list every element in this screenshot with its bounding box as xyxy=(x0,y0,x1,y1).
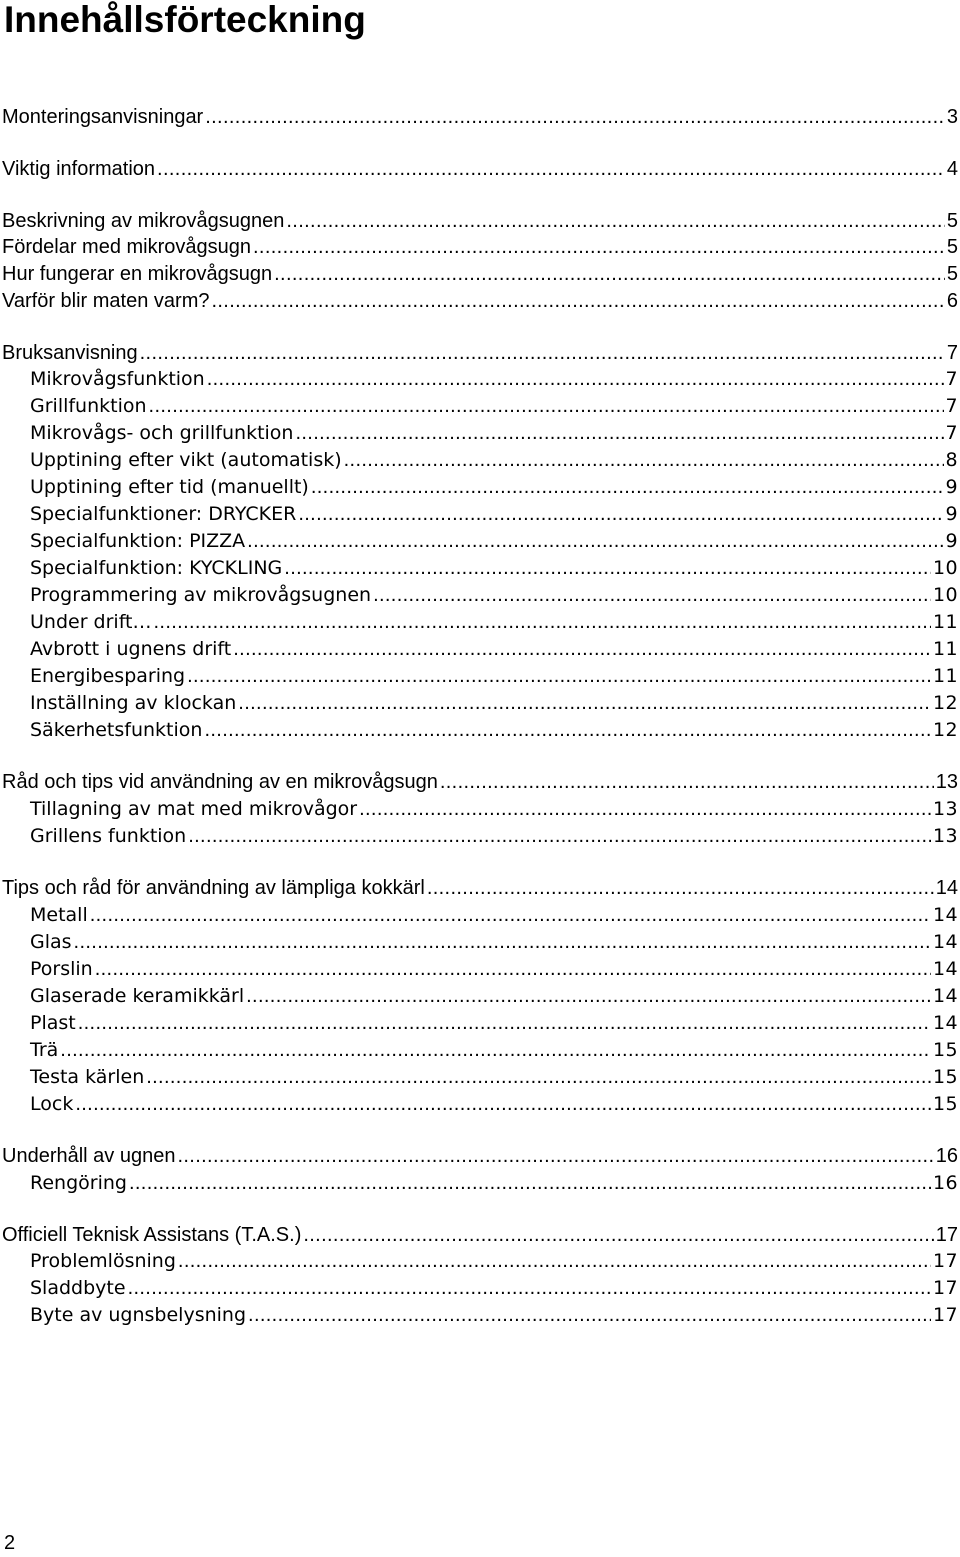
toc-leader-dots xyxy=(286,208,945,234)
toc-entry-page-number: 15 xyxy=(933,1093,958,1115)
toc-entry[interactable] xyxy=(0,636,960,662)
toc-entry[interactable] xyxy=(0,234,960,260)
toc-leader-dots xyxy=(205,104,945,130)
toc-leader-dots xyxy=(284,555,931,581)
page-title: Innehållsförteckning xyxy=(4,0,366,40)
toc-entry-page-number: 14 xyxy=(933,1012,958,1034)
toc-entry-page-number: 5 xyxy=(946,236,958,258)
toc-entry[interactable] xyxy=(0,717,960,743)
toc-leader-dots xyxy=(157,156,945,182)
toc-entry[interactable] xyxy=(0,690,960,716)
toc-entry-label: Tillagning av mat med mikrovågor xyxy=(30,798,358,820)
toc-entry-page-number: 17 xyxy=(935,1224,958,1246)
toc-entry[interactable] xyxy=(0,929,960,955)
toc-leader-dots xyxy=(60,1037,931,1063)
toc-entry[interactable] xyxy=(0,1275,960,1301)
toc-entry-page-number: 4 xyxy=(946,158,958,180)
toc-leader-dots xyxy=(440,769,934,795)
toc-leader-dots xyxy=(129,1170,931,1196)
toc-entry[interactable] xyxy=(0,609,960,635)
toc-entry-page-number: 5 xyxy=(946,210,958,232)
toc-entry-page-number: 5 xyxy=(946,263,958,285)
toc-entry[interactable] xyxy=(0,104,960,130)
toc-entry-page-number: 13 xyxy=(933,825,958,847)
toc-entry-page-number: 15 xyxy=(933,1039,958,1061)
toc-entry-label: Upptining efter tid (manuellt) xyxy=(30,476,309,498)
toc-entry-page-number: 10 xyxy=(933,584,958,606)
toc-entry[interactable] xyxy=(0,663,960,689)
toc-entry-page-number: 9 xyxy=(945,503,958,525)
toc-entry-label: Varför blir maten varm? xyxy=(2,290,210,312)
toc-entry[interactable] xyxy=(0,447,960,473)
toc-entry-page-number: 11 xyxy=(933,638,958,660)
toc-entry-page-number: 8 xyxy=(945,449,958,471)
toc-entry[interactable] xyxy=(0,1222,960,1248)
toc-leader-dots xyxy=(78,1010,931,1036)
toc-entry-page-number: 14 xyxy=(933,985,958,1007)
toc-entry-label: Trä xyxy=(30,1039,59,1061)
toc-entry-label: Glaserade keramikkärl xyxy=(30,985,245,1007)
toc-entry[interactable] xyxy=(0,823,960,849)
toc-entry-label: Specialfunktion: KYCKLING xyxy=(30,557,283,579)
toc-leader-dots xyxy=(140,340,945,366)
toc-entry-label: Rengöring xyxy=(30,1172,127,1194)
toc-entry-page-number: 14 xyxy=(933,904,958,926)
toc-leader-dots xyxy=(211,288,944,314)
toc-entry-label: Mikrovågs- och grillfunktion xyxy=(30,422,294,444)
toc-entry-label: Problemlösning xyxy=(30,1250,176,1272)
toc-entry-label: Testa kärlen xyxy=(30,1066,145,1088)
toc-leader-dots xyxy=(295,420,943,446)
toc-entry[interactable] xyxy=(0,1037,960,1063)
toc-leader-dots xyxy=(146,1064,931,1090)
toc-entry[interactable] xyxy=(0,501,960,527)
toc-entry-page-number: 15 xyxy=(933,1066,958,1088)
toc-leader-dots xyxy=(253,234,945,260)
toc-entry-label: Porslin xyxy=(30,958,93,980)
toc-entry-label: Glas xyxy=(30,931,72,953)
toc-entry-label: Under drift… xyxy=(30,611,152,633)
toc-entry[interactable] xyxy=(0,1248,960,1274)
toc-leader-dots xyxy=(238,690,931,716)
toc-entry[interactable] xyxy=(0,582,960,608)
toc-leader-dots xyxy=(246,983,931,1009)
toc-leader-dots xyxy=(207,366,944,392)
toc-leader-dots xyxy=(303,1222,933,1248)
toc-entry[interactable] xyxy=(0,1302,960,1328)
toc-entry-label: Specialfunktioner: DRYCKER xyxy=(30,503,297,525)
toc-leader-dots xyxy=(177,1143,933,1169)
toc-leader-dots xyxy=(95,956,931,982)
toc-entry[interactable] xyxy=(0,288,960,314)
toc-entry[interactable] xyxy=(0,1064,960,1090)
toc-entry-label: Monteringsanvisningar xyxy=(2,106,204,128)
toc-entry-label: Grillens funktion xyxy=(30,825,187,847)
toc-entry[interactable] xyxy=(0,393,960,419)
toc-entry-page-number: 16 xyxy=(933,1172,958,1194)
toc-entry-label: Energibesparing xyxy=(30,665,186,687)
toc-entry-label: Avbrott i ugnens drift xyxy=(30,638,232,660)
toc-leader-dots xyxy=(248,1302,931,1328)
toc-leader-dots xyxy=(74,929,931,955)
toc-leader-dots xyxy=(149,393,944,419)
toc-entry-label: Tips och råd för användning av lämpliga kokkärl xyxy=(2,877,425,899)
toc-entry[interactable] xyxy=(0,902,960,928)
toc-leader-dots xyxy=(298,501,943,527)
toc-leader-dots xyxy=(90,902,931,928)
toc-entry-label: Säkerhetsfunktion xyxy=(30,719,203,741)
toc-entry-page-number: 16 xyxy=(935,1145,958,1167)
toc-leader-dots xyxy=(274,261,945,287)
toc-entry[interactable] xyxy=(0,1010,960,1036)
toc-entry[interactable] xyxy=(0,474,960,500)
toc-entry-label: Inställning av klockan xyxy=(30,692,237,714)
toc-entry[interactable] xyxy=(0,956,960,982)
toc-entry[interactable] xyxy=(0,420,960,446)
toc-entry-page-number: 7 xyxy=(946,342,958,364)
toc-entry-page-number: 17 xyxy=(933,1277,958,1299)
toc-entry[interactable] xyxy=(0,208,960,234)
toc-entry[interactable] xyxy=(0,340,960,366)
toc-entry-label: Officiell Teknisk Assistans (T.A.S.) xyxy=(2,1224,302,1246)
toc-leader-dots xyxy=(188,823,931,849)
toc-entry[interactable] xyxy=(0,156,960,182)
toc-leader-dots xyxy=(233,636,931,662)
toc-entry-page-number: 14 xyxy=(933,931,958,953)
toc-leader-dots xyxy=(178,1248,931,1274)
toc-entry-label: Viktig information xyxy=(2,158,156,180)
toc-entry-page-number: 11 xyxy=(933,665,958,687)
toc-entry-page-number: 13 xyxy=(935,771,958,793)
toc-entry-page-number: 12 xyxy=(933,692,958,714)
toc-leader-dots xyxy=(154,609,932,635)
toc-entry-page-number: 17 xyxy=(933,1304,958,1326)
toc-entry-page-number: 13 xyxy=(933,798,958,820)
toc-leader-dots xyxy=(344,447,944,473)
toc-entry-label: Upptining efter vikt (automatisk) xyxy=(30,449,342,471)
toc-entry[interactable] xyxy=(0,983,960,1009)
toc-leader-dots xyxy=(75,1091,931,1117)
toc-leader-dots xyxy=(427,875,934,901)
toc-entry[interactable] xyxy=(0,366,960,392)
toc-entry-label: Sladdbyte xyxy=(30,1277,126,1299)
toc-leader-dots xyxy=(187,663,931,689)
toc-entry[interactable] xyxy=(0,796,960,822)
toc-entry-page-number: 12 xyxy=(933,719,958,741)
page-number: 2 xyxy=(4,1532,16,1554)
toc-entry-label: Mikrovågsfunktion xyxy=(30,368,205,390)
toc-leader-dots xyxy=(359,796,931,822)
toc-entry-label: Underhåll av ugnen xyxy=(2,1145,176,1167)
toc-entry[interactable] xyxy=(0,1143,960,1169)
toc-entry-label: Beskrivning av mikrovågsugnen xyxy=(2,210,285,232)
toc-entry-label: Specialfunktion: PIZZA xyxy=(30,530,246,552)
toc-entry-page-number: 7 xyxy=(945,395,958,417)
toc-entry-page-number: 9 xyxy=(945,530,958,552)
toc-entry[interactable] xyxy=(0,555,960,581)
toc-leader-dots xyxy=(373,582,931,608)
toc-entry-page-number: 6 xyxy=(946,290,958,312)
toc-entry-label: Plast xyxy=(30,1012,76,1034)
toc-entry-page-number: 14 xyxy=(935,877,958,899)
toc-entry[interactable] xyxy=(0,1091,960,1117)
toc-leader-dots xyxy=(128,1275,931,1301)
toc-entry-page-number: 3 xyxy=(946,106,958,128)
toc-entry-label: Fördelar med mikrovågsugn xyxy=(2,236,251,258)
toc-entry-page-number: 17 xyxy=(933,1250,958,1272)
toc-entry-page-number: 7 xyxy=(945,368,958,390)
toc-entry-label: Programmering av mikrovågsugnen xyxy=(30,584,372,606)
toc-entry-label: Bruksanvisning xyxy=(2,342,138,364)
toc-entry-page-number: 7 xyxy=(945,422,958,444)
toc-entry[interactable] xyxy=(0,261,960,287)
toc-entry[interactable] xyxy=(0,1170,960,1196)
toc-entry-page-number: 9 xyxy=(945,476,958,498)
toc-entry-label: Grillfunktion xyxy=(30,395,147,417)
toc-leader-dots xyxy=(204,717,931,743)
toc-entry-page-number: 10 xyxy=(933,557,958,579)
toc-entry-label: Råd och tips vid användning av en mikrovågsugn xyxy=(2,771,438,793)
toc-entry-label: Lock xyxy=(30,1093,74,1115)
toc-leader-dots xyxy=(311,474,944,500)
toc-leader-dots xyxy=(247,528,943,554)
toc-entry-label: Byte av ugnsbelysning xyxy=(30,1304,247,1326)
toc-entry-page-number: 14 xyxy=(933,958,958,980)
toc-entry-page-number: 11 xyxy=(933,611,958,633)
toc-entry[interactable] xyxy=(0,875,960,901)
toc-entry-label: Metall xyxy=(30,904,88,926)
toc-entry[interactable] xyxy=(0,528,960,554)
toc-entry-label: Hur fungerar en mikrovågsugn xyxy=(2,263,273,285)
toc-entry[interactable] xyxy=(0,769,960,795)
